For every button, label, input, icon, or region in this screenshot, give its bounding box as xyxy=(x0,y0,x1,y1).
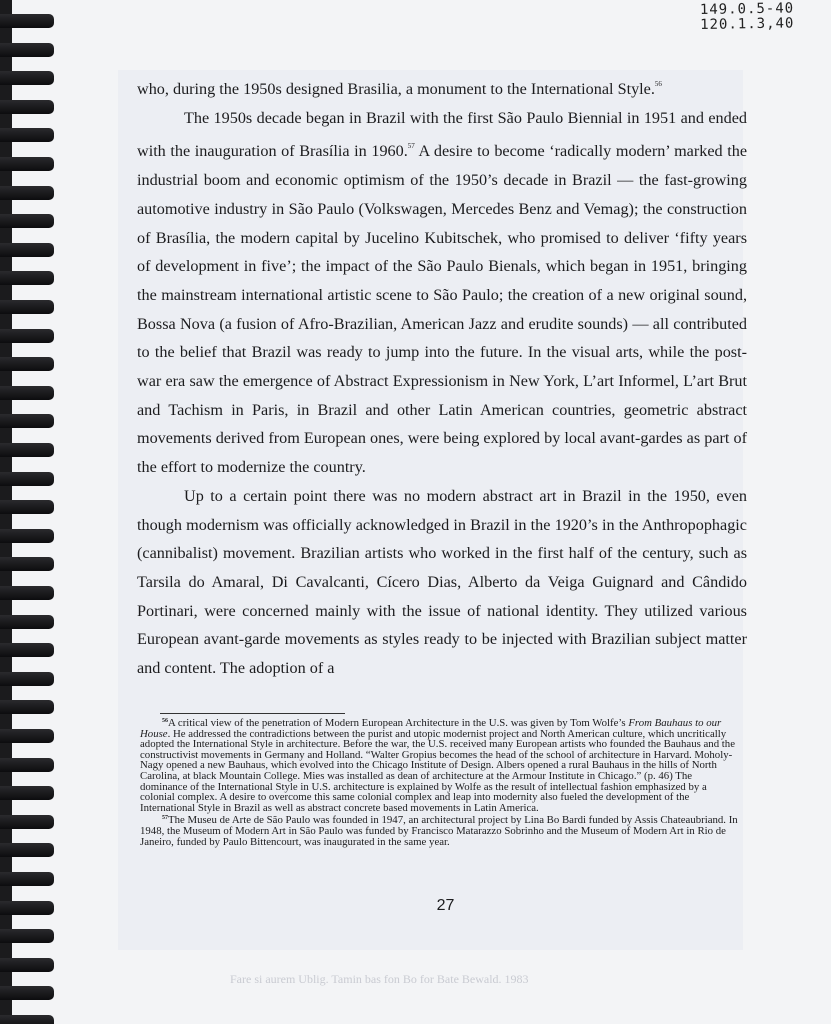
binding-ring xyxy=(0,43,54,57)
binding-ring xyxy=(0,815,54,829)
binding-ring xyxy=(0,672,54,686)
archive-code xyxy=(700,1,821,33)
binding-ring xyxy=(0,386,54,400)
binding-ring xyxy=(0,71,54,85)
binding-ring xyxy=(0,357,54,371)
binding-ring xyxy=(0,958,54,972)
footnote-number: 57 xyxy=(162,815,168,822)
binding-ring xyxy=(0,414,54,428)
binding-ring xyxy=(0,128,54,142)
archive-code-line-2: 120.1.3,40 xyxy=(699,15,795,34)
footnotes xyxy=(140,716,742,847)
binding-ring xyxy=(0,929,54,943)
binding-ring xyxy=(0,529,54,543)
footnote-57 xyxy=(140,813,742,847)
footnote-56-pre: A critical view of the penetration of Modern European Architecture in the U.S. was given by Tom Wolfe’s xyxy=(168,717,629,729)
spiral-binding xyxy=(0,0,58,1024)
binding-ring xyxy=(0,872,54,886)
binding-ring xyxy=(0,14,54,28)
footnote-divider xyxy=(160,713,345,714)
binding-ring xyxy=(0,443,54,457)
binding-ring xyxy=(0,472,54,486)
footnote-number: 56 xyxy=(162,718,168,724)
binding-ring xyxy=(0,615,54,629)
page-number: 27 xyxy=(436,897,455,914)
binding-ring xyxy=(0,786,54,800)
footnote-ref-57: 57 xyxy=(407,142,415,151)
footnote-56 xyxy=(140,716,742,813)
paragraph-1 xyxy=(137,70,747,104)
binding-ring xyxy=(0,329,54,343)
binding-ring xyxy=(0,557,54,571)
paragraph-1-text: who, during the 1950s designed Brasilia, a monument to the International Style. xyxy=(137,80,655,98)
binding-ring xyxy=(0,986,54,1000)
binding-ring xyxy=(0,500,54,514)
binding-ring xyxy=(0,214,54,228)
paragraph-3: Up to a certain point there was no modern abstract art in Brazil in the 1950, even though modernism was officially acknowledged in Brazil in the 1920’s in the Anthropophagic (cannibalist) movement. Brazilian artists who worked in the first half of the century, such as Tarsila do Amaral, Di Cavalcanti, Cícero Dias, Alberto da Veiga Guignard and Cândido Portinari, were concerned mainly with the issue of national identity. They utilized various European avant-garde movements as styles ready to be injected with Brazilian subject matter and content. The adoption of a xyxy=(137,486,747,678)
footnote-56-post: . He addressed the contradictions between the purist and utopic modernist project and North American culture, which uncritically adopted the International Style in architecture. Before the war, the U.S. received many European artists who founded the Bauhaus and the constructivist movements in Germany and Holland. “Walter Gropius becomes the head of the school of architecture in Harvard. Moholy-Nagy opened a new Bauhaus, which evolved into the Chicago Institute of Design. Albers opened a rural Bauhaus in the hills of North Carolina, at black Mountain College. Mies was installed as dean of architecture at the Armour Institute in Chicago.” (p. 46) The dominance of the International Style in U.S. architecture is explained by Wolfe as the result of intellectual fashion emphasized by a colonial complex. A desire to overcome this same colonial complex and leap into modernity also fueled the development of the International Style in Brazil as well as abstract concrete based movements in Latin America. xyxy=(140,727,735,814)
bleed-through-text: Fare si aurem Ublig. Tamin bas fon Bo for Bate Bewald. 1983 xyxy=(230,972,529,986)
binding-ring xyxy=(0,843,54,857)
binding-ring xyxy=(0,729,54,743)
footnote-ref-56: 56 xyxy=(654,80,662,88)
binding-ring xyxy=(0,758,54,772)
archive-code-line-1: 149.0.5-40 xyxy=(699,0,795,19)
binding-ring xyxy=(0,243,54,257)
footnote-57-text: The Museu de Arte de São Paulo was founded in 1947, an architectural project by Lina Bo Bardi funded by Assis Chateaubriand. In 1948, the Museum of Modern Art in São Paulo was funded by Francisco Matarazzo Sobrinho and the Museum of Modern Art in Rio de Janeiro, funded by Paulo Bittencourt, was inaugurated in the same year. xyxy=(140,814,738,848)
paragraph-2-text-b: A desire to become ‘radically modern’ marked the industrial boom and economic optimism of the 1950’s decade in Brazil — the fast-growing automotive industry in São Paulo (Volkswagen, Mercedes Benz and Vemag); the construction of Brasília, the modern capital by Jucelino Kubitschek, who promised to deliver ‘fifty years of development in five’; the impact of the São Paulo Bienals, which began in 1951, bringing the mainstream international artistic scene to São Paulo; the creation of a new original sound, Bossa Nova (a fusion of Afro-Brazilian, American Jazz and erudite sounds) — all contributed to the belief that Brazil was ready to jump into the future. In the visual arts, while the post-war era saw the emergence of Abstract Expressionism in New York, L’art Informel, L’art Brut and Tachism in Paris, in Brazil and other Latin American countries, geometric abstract movements derived from European ones, were being explored by local avant-gardes as part of the effort to modernize the country. xyxy=(137,142,747,477)
binding-ring xyxy=(0,186,54,200)
binding-ring xyxy=(0,586,54,600)
paragraph-2 xyxy=(137,104,747,482)
footnote-56-title: From Bauhaus to our House xyxy=(140,717,722,740)
binding-ring xyxy=(0,1015,54,1024)
binding-ring xyxy=(0,271,54,285)
body-text xyxy=(137,70,747,683)
binding-ring xyxy=(0,643,54,657)
binding-ring xyxy=(0,700,54,714)
binding-ring xyxy=(0,157,54,171)
binding-ring xyxy=(0,300,54,314)
paragraph-2-text-a: The 1950s decade began in Brazil with the first São Paulo Biennial in 1951 and ended with the inauguration of Brasília in 1960. xyxy=(137,108,747,161)
binding-ring xyxy=(0,100,54,114)
